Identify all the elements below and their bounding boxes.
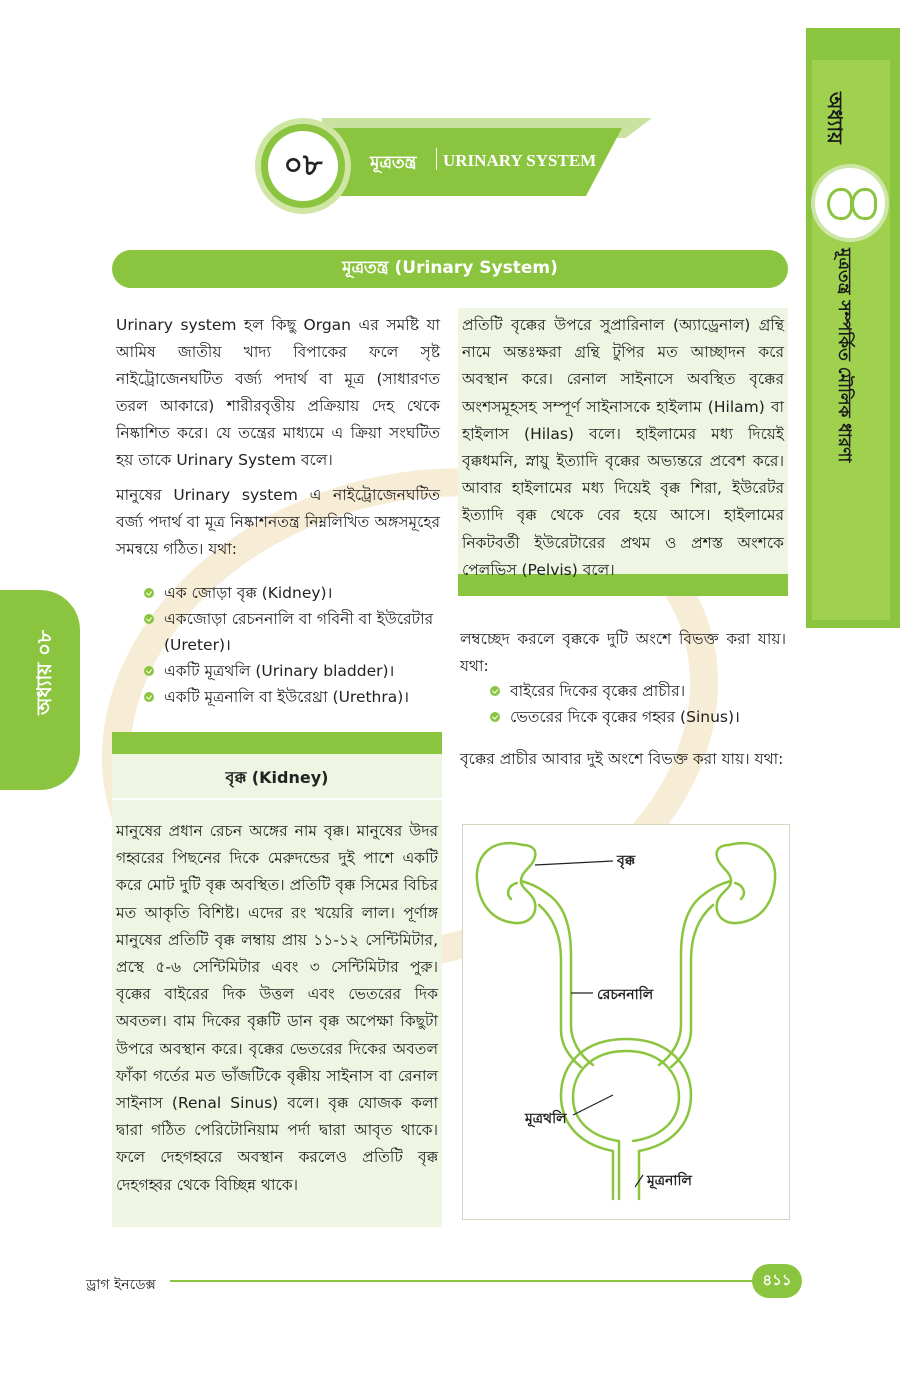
list-item-text: এক জোড়া বৃক্ক (Kidney)।: [164, 584, 333, 602]
intro-paragraph: Urinary system হল কিছু Organ এর সমষ্টি যা আমিষ জাতীয় খাদ্য বিপাকের ফলে সৃষ্ট নাইট্রোজেনঘটিত বর্জ্য পদার্থ বা মূত্র (সাধারণত তরল আকারে) শারীরবৃত্তীয় প্রক্রিয়ায় দেহ থেকে নিষ্কাশিত করে। যে তন্ত্রের মাধ্যমে এ ক্রিয়া সংঘটিত হয় তাকে Urinary System বলে।: [116, 316, 440, 469]
components-list: [142, 580, 442, 710]
page-number: ৪১১: [752, 1264, 802, 1298]
side-tab-section: মূত্রতন্ত্র সম্পর্কিত মৌলিক ধারণা: [834, 248, 854, 463]
left-chapter-tab-label: অধ্যায় ০৮: [32, 630, 56, 715]
check-bullet-icon: [490, 712, 500, 722]
right-ureter: [659, 895, 703, 1065]
check-bullet-icon: [144, 692, 154, 702]
list-item-text: বাইরের দিকের বৃক্কের প্রাচীর।: [510, 682, 686, 700]
list-item-text: একটি মূত্রনালি বা ইউরেথ্রা (Urethra)।: [164, 688, 410, 706]
list-item: [142, 580, 442, 606]
list-item: [142, 684, 442, 710]
chapter-title-en: URINARY SYSTEM: [443, 151, 597, 170]
kidney-pointer: [535, 861, 613, 865]
check-bullet-icon: [144, 588, 154, 598]
check-bullet-icon: [144, 614, 154, 624]
chapter-number: ০৮: [268, 131, 338, 201]
footer-title: ড্রাগ ইনডেক্স: [86, 1277, 156, 1293]
chapter-title-bn: মূত্রতন্ত্র: [370, 153, 417, 173]
list-item: [142, 658, 442, 684]
diagram-label-bladder: মূত্রথলি: [525, 1111, 567, 1127]
diagram-label-kidney: বৃক্ক: [617, 853, 636, 869]
adrenal-paragraph: প্রতিটি বৃক্কের উপরে সুপ্রারিনাল (অ্যাড্রেনাল) গ্রন্থি নামে অন্তঃক্ষরা গ্রন্থি টুপির মত আচ্ছাদন করে অবস্থান করে। রেনাল সাইনাসে অবস্থিত বৃক্কের অংশসমূহসহ সম্পূর্ণ সাইনাসকে হাইলাম (Hilam) বা হাইলাস (Hilas) বলে। হাইলামের মধ্য দিয়েই বৃক্কধমনি, স্নায়ু ইত্যাদি বৃক্কের অভ্যন্তরে প্রবেশ করে। আবার হাইলামের মধ্য দিয়েই বৃক্ক শিরা, ইউরেটর ইত্যাদি বৃক্ক থেকে বের হয়ে আসে। হাইলামের নিকটবর্তী ইউরেটারের প্রথম ও প্রশস্ত অংশকে পেলভিস (Pelvis) বলে।: [462, 316, 784, 579]
list-item-text: ভেতরের দিকে বৃক্কের গহ্বর (Sinus)।: [510, 708, 740, 726]
footer-rule: [170, 1280, 758, 1282]
check-bullet-icon: [144, 666, 154, 676]
kidney-box-top-bar: [112, 732, 442, 754]
check-bullet-icon: [490, 686, 500, 696]
left-kidney-pelvis: [508, 881, 549, 899]
kidney-icon: [811, 164, 889, 242]
list-item: [142, 606, 442, 658]
list-item-text: একজোড়া রেচননালি বা গবিনী বা ইউরেটার (Ureter)।: [164, 610, 434, 654]
right-kidney-pelvis: [703, 881, 744, 899]
chapter-title-divider: [436, 148, 437, 170]
section-heading: মূত্রতন্ত্র (Urinary System): [112, 250, 788, 288]
diagram-label-ureter: রেচননালি: [597, 987, 654, 1003]
list-item: [488, 704, 788, 730]
list-item: [488, 678, 788, 704]
wall-paragraph: বৃক্কের প্রাচীর আবার দুই অংশে বিভক্ত করা যায়। যথা:: [460, 750, 784, 768]
urinary-system-diagram: [462, 824, 790, 1220]
kidney-box-divider: [112, 798, 442, 800]
list-item-text: একটি মূত্রথলি (Urinary bladder)।: [164, 662, 395, 680]
kidney-parts-list: [488, 678, 788, 730]
kidney-box-title: বৃক্ক (Kidney): [225, 768, 329, 787]
urinary-system-illustration: [463, 825, 789, 1219]
left-ureter: [549, 895, 593, 1065]
section-paragraph: লম্বচ্ছেদ করলে বৃক্ককে দুটি অংশে বিভক্ত করা যায়। যথা:: [460, 630, 786, 675]
components-paragraph: মানুষের Urinary system এ নাইট্রোজেনঘটিত বর্জ্য পদার্থ বা মূত্র নিষ্কাশনতন্ত্র নিম্নলিখিত অঙ্গসমূহের সমন্বয়ে গঠিত। যথা:: [116, 486, 440, 558]
side-tab-label: অধ্যায়: [823, 92, 847, 144]
diagram-label-urethra: মূত্রনালি: [647, 1173, 692, 1189]
kidney-box-text: মানুষের প্রধান রেচন অঙ্গের নাম বৃক্ক। মানুষের উদর গহ্বরের পিছনের দিকে মেরুদন্ডের দুই পাশে একটি করে মোট দুটি বৃক্ক অবস্থিত। প্রতিটি বৃক্ক সিমের বিচির মত আকৃতি বিশিষ্ট। এদের রং খয়েরি লাল। পূর্ণাঙ্গ মানুষের প্রতিটি বৃক্ক লম্বায় প্রায় ১১-১২ সেন্টিমিটার, প্রস্থে ৫-৬ সেন্টিমিটার এবং ৩ সেন্টিমিটার পুরু। বৃক্কের বাইরের দিক উত্তল এবং ভেতরের দিক অবতল। বাম দিকের বৃক্কটি ডান বৃক্ক অপেক্ষা কিছুটা উপরে অবস্থান করে। বৃক্কের ভেতরের দিকের অবতল ফাঁকা গর্তের মত ভাঁজটিকে বৃক্কীয় সাইনাস বা রেনাল সাইনাস (Renal Sinus) বলে। বৃক্ক যোজক কলা দ্বারা গঠিত পেরিটোনিয়াম পর্দা দ্বারা আবৃত থাকে। ফলে দেহগহ্বরে অবস্থান করলেও প্রতিটি বৃক্ক দেহগহ্বর থেকে বিচ্ছিন্ন থাকে।: [116, 822, 438, 1194]
bladder-pointer: [573, 1095, 613, 1115]
